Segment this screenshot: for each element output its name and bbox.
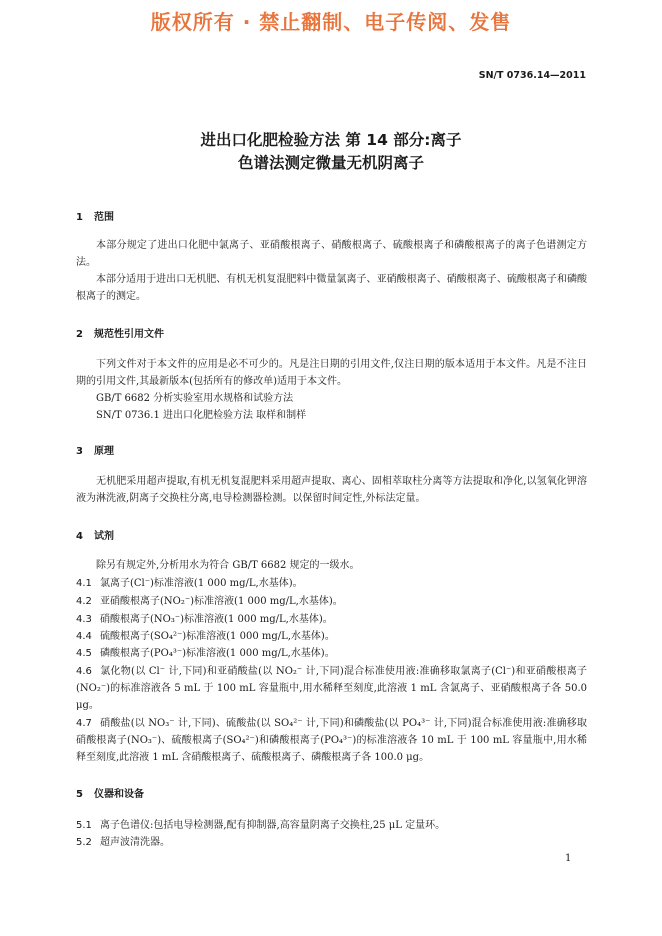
- references-intro: 下列文件对于本文件的应用是必不可少的。凡是注日期的引用文件,仅注日期的版本适用于本文件。凡是不注日期的引用文件,其最新版本(包括所有的修改单)适用于本文件。: [76, 359, 587, 387]
- section-5-heading: [76, 785, 144, 800]
- section-title: 原理: [94, 446, 114, 457]
- item-text: 氯离子(Cl⁻)标准溶液(1 000 mg/L,水基体)。: [100, 578, 303, 589]
- section-number: 4: [76, 531, 83, 542]
- item-number: 4.7: [76, 718, 92, 729]
- reagent-item: [76, 575, 587, 592]
- section-3-heading: [76, 442, 114, 457]
- reagent-item: [76, 645, 587, 662]
- document-title-line-1: 进出口化肥检验方法 第 14 部分:离子: [200, 131, 462, 149]
- scope-text: [76, 237, 587, 305]
- section-title: 仪器和设备: [94, 789, 144, 800]
- reference-gbt-6682: GB/T 6682 分析实验室用水规格和试验方法: [96, 393, 294, 404]
- item-text: 离子色谱仪:包括电导检测器,配有抑制器,高容量阴离子交换柱,25 μL 定量环。: [100, 820, 446, 831]
- item-text: 硝酸盐(以 NO₃⁻ 计,下同)、硫酸盐(以 SO₄²⁻ 计,下同)和磷酸盐(以 PO₄³⁻ 计,下同)混合标准使用液:准确移取硝酸根离子(NO₃⁻)、硫酸根离子(SO₄²⁻)和磷酸根离子(PO₄³⁻)的标准溶液各 10 mL 于 100 mL 容量瓶中,用水稀释至刻度,此溶液 1 mL 含硝酸根离子、硫酸根离子、磷酸根离子各 100.0 μg。: [76, 718, 587, 763]
- section-title: 范围: [94, 212, 114, 223]
- section-2-heading: [76, 325, 164, 340]
- reagent-item: [76, 593, 587, 610]
- section-number: 2: [76, 329, 83, 340]
- item-number: 4.4: [76, 631, 92, 642]
- item-number: 5.1: [76, 820, 92, 831]
- reagent-item: [76, 715, 587, 766]
- section-title: 规范性引用文件: [94, 329, 164, 340]
- page-number: 1: [565, 853, 572, 864]
- principle-text: [76, 473, 587, 507]
- section-4-heading: [76, 527, 114, 542]
- item-text: 磷酸根离子(PO₄³⁻)标准溶液(1 000 mg/L,水基体)。: [100, 648, 335, 659]
- item-number: 4.3: [76, 614, 92, 625]
- item-number: 4.5: [76, 648, 92, 659]
- reagents-intro-paragraph: 除另有规定外,分析用水为符合 GB/T 6682 规定的一级水。: [96, 560, 360, 571]
- section-number: 3: [76, 446, 83, 457]
- instrument-item: [76, 817, 587, 834]
- scope-paragraph-2: 本部分适用于进出口无机肥、有机无机复混肥料中微量氯离子、亚硝酸根离子、硝酸根离子、硫酸根离子和磷酸根离子的测定。: [76, 274, 587, 302]
- section-number: 1: [76, 212, 83, 223]
- watermark-banner: 版权所有 · 禁止翻制、电子传阅、发售: [150, 10, 512, 34]
- principle-paragraph: 无机肥采用超声提取,有机无机复混肥料采用超声提取、离心、固相萃取柱分离等方法提取和净化,以氢氧化钾溶液为淋洗液,阴离子交换柱分离,电导检测器检测。以保留时间定性,外标法定量。: [76, 476, 587, 504]
- reagent-item: [76, 611, 587, 628]
- reagent-item: [76, 628, 587, 645]
- reagents-intro: [76, 557, 587, 574]
- item-text: 硝酸根离子(NO₃⁻)标准溶液(1 000 mg/L,水基体)。: [100, 614, 333, 625]
- section-title: 试剂: [94, 531, 114, 542]
- document-title-line-2: 色谱法测定微量无机阴离子: [237, 154, 424, 172]
- section-1-heading: [76, 208, 114, 223]
- reference-snt-0736-1: SN/T 0736.1 进出口化肥检验方法 取样和制样: [96, 410, 307, 421]
- item-text: 超声波清洗器。: [100, 837, 170, 848]
- item-text: 硫酸根离子(SO₄²⁻)标准溶液(1 000 mg/L,水基体)。: [100, 631, 335, 642]
- document-number: SN/T 0736.14—2011: [478, 70, 586, 81]
- item-text: 亚硝酸根离子(NO₂⁻)标准溶液(1 000 mg/L,水基体)。: [100, 596, 343, 607]
- section-number: 5: [76, 789, 83, 800]
- reagent-item: [76, 663, 587, 714]
- item-number: 4.6: [76, 666, 92, 677]
- references-text: [76, 356, 587, 424]
- item-number: 4.2: [76, 596, 92, 607]
- instrument-item: [76, 834, 587, 851]
- item-text: 氯化物(以 Cl⁻ 计,下同)和亚硝酸盐(以 NO₂⁻ 计,下同)混合标准使用液:准确移取氯离子(Cl⁻)和亚硝酸根离子(NO₂⁻)的标准溶液各 5 mL 于 100 mL 容量瓶中,用水稀释至刻度,此溶液 1 mL 含氯离子、亚硝酸根离子各 50.0 μg。: [76, 666, 587, 711]
- item-number: 5.2: [76, 837, 92, 848]
- scope-paragraph-1: 本部分规定了进出口化肥中氯离子、亚硝酸根离子、硝酸根离子、硫酸根离子和磷酸根离子的离子色谱测定方法。: [76, 240, 587, 268]
- item-number: 4.1: [76, 578, 92, 589]
